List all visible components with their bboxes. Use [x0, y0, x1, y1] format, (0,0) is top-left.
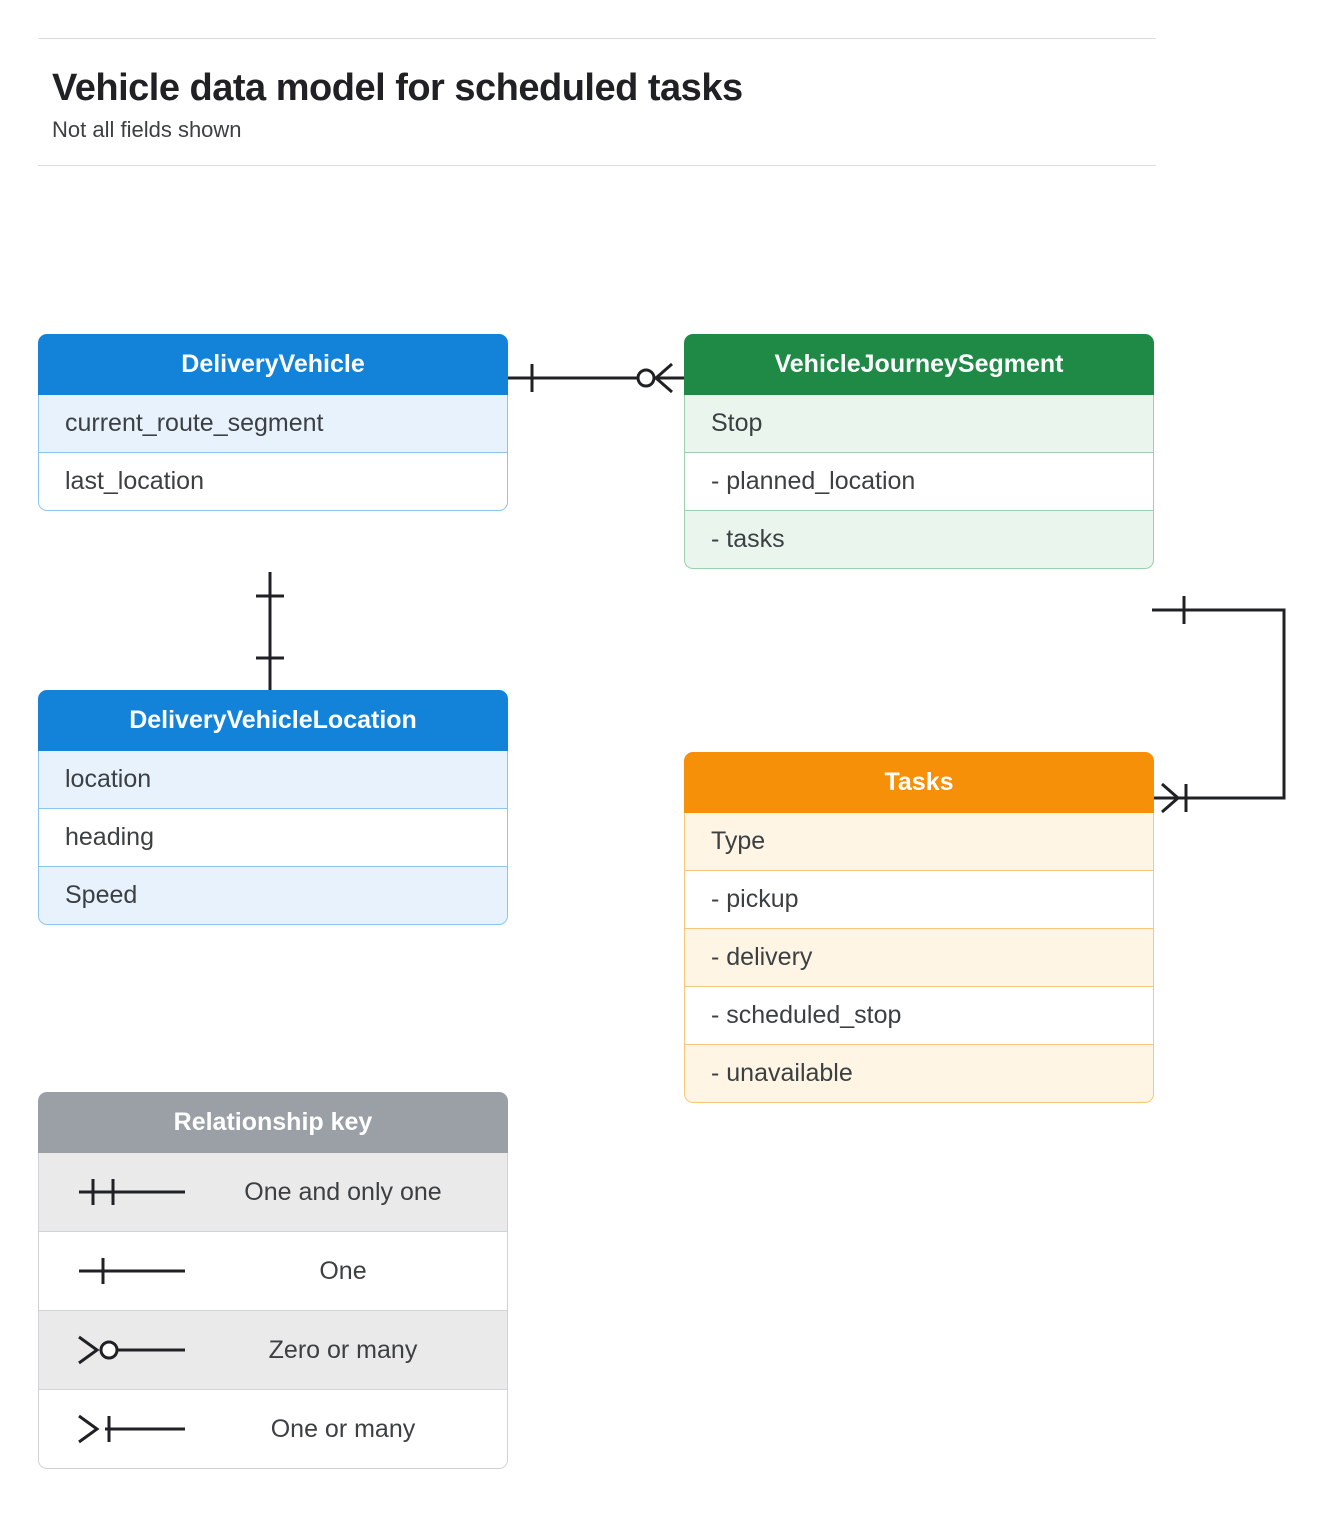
field-row: Type — [684, 813, 1154, 871]
legend-item-label: One — [319, 1256, 367, 1285]
field-row: - scheduled_stop — [684, 987, 1154, 1045]
field-row: location — [38, 751, 508, 809]
legend-item-label: One or many — [270, 1414, 416, 1443]
entity-delivery-vehicle[interactable] — [38, 334, 508, 511]
legend-item-label: One and only one — [244, 1177, 442, 1206]
field-row: Speed — [38, 867, 508, 925]
field-row: - planned_location — [684, 453, 1154, 511]
entity-vehicle-journey-segment[interactable] — [684, 334, 1154, 569]
field-row: - pickup — [684, 871, 1154, 929]
field-row: - delivery — [684, 929, 1154, 987]
relationship-key-legend — [38, 1092, 508, 1469]
entity-title-vehicle-journey-segment: VehicleJourneySegment — [684, 334, 1154, 395]
one-or-many-icon — [57, 1409, 187, 1449]
field-row: Stop — [684, 395, 1154, 453]
legend-item-zero-or-many — [38, 1311, 508, 1390]
legend-item-one-or-many — [38, 1390, 508, 1469]
field-row: current_route_segment — [38, 395, 508, 453]
field-row: heading — [38, 809, 508, 867]
page-subtitle: Not all fields shown — [52, 116, 242, 142]
legend-item-one — [38, 1232, 508, 1311]
field-row: - tasks — [684, 511, 1154, 569]
entity-title-delivery-vehicle-location: DeliveryVehicleLocation — [38, 690, 508, 751]
field-row: last_location — [38, 453, 508, 511]
one-icon — [57, 1251, 187, 1291]
legend-title: Relationship key — [38, 1092, 508, 1153]
page-title: Vehicle data model for scheduled tasks — [52, 67, 743, 109]
entity-title-tasks: Tasks — [684, 752, 1154, 813]
legend-item-one-and-only-one — [38, 1153, 508, 1232]
legend-item-label: Zero or many — [268, 1335, 418, 1364]
entity-delivery-vehicle-location[interactable] — [38, 690, 508, 925]
entity-tasks[interactable] — [684, 752, 1154, 1103]
field-row: - unavailable — [684, 1045, 1154, 1103]
one-and-only-one-icon — [57, 1172, 187, 1212]
entity-title-delivery-vehicle: DeliveryVehicle — [38, 334, 508, 395]
page-header — [38, 38, 1156, 166]
zero-or-many-icon — [57, 1330, 187, 1370]
